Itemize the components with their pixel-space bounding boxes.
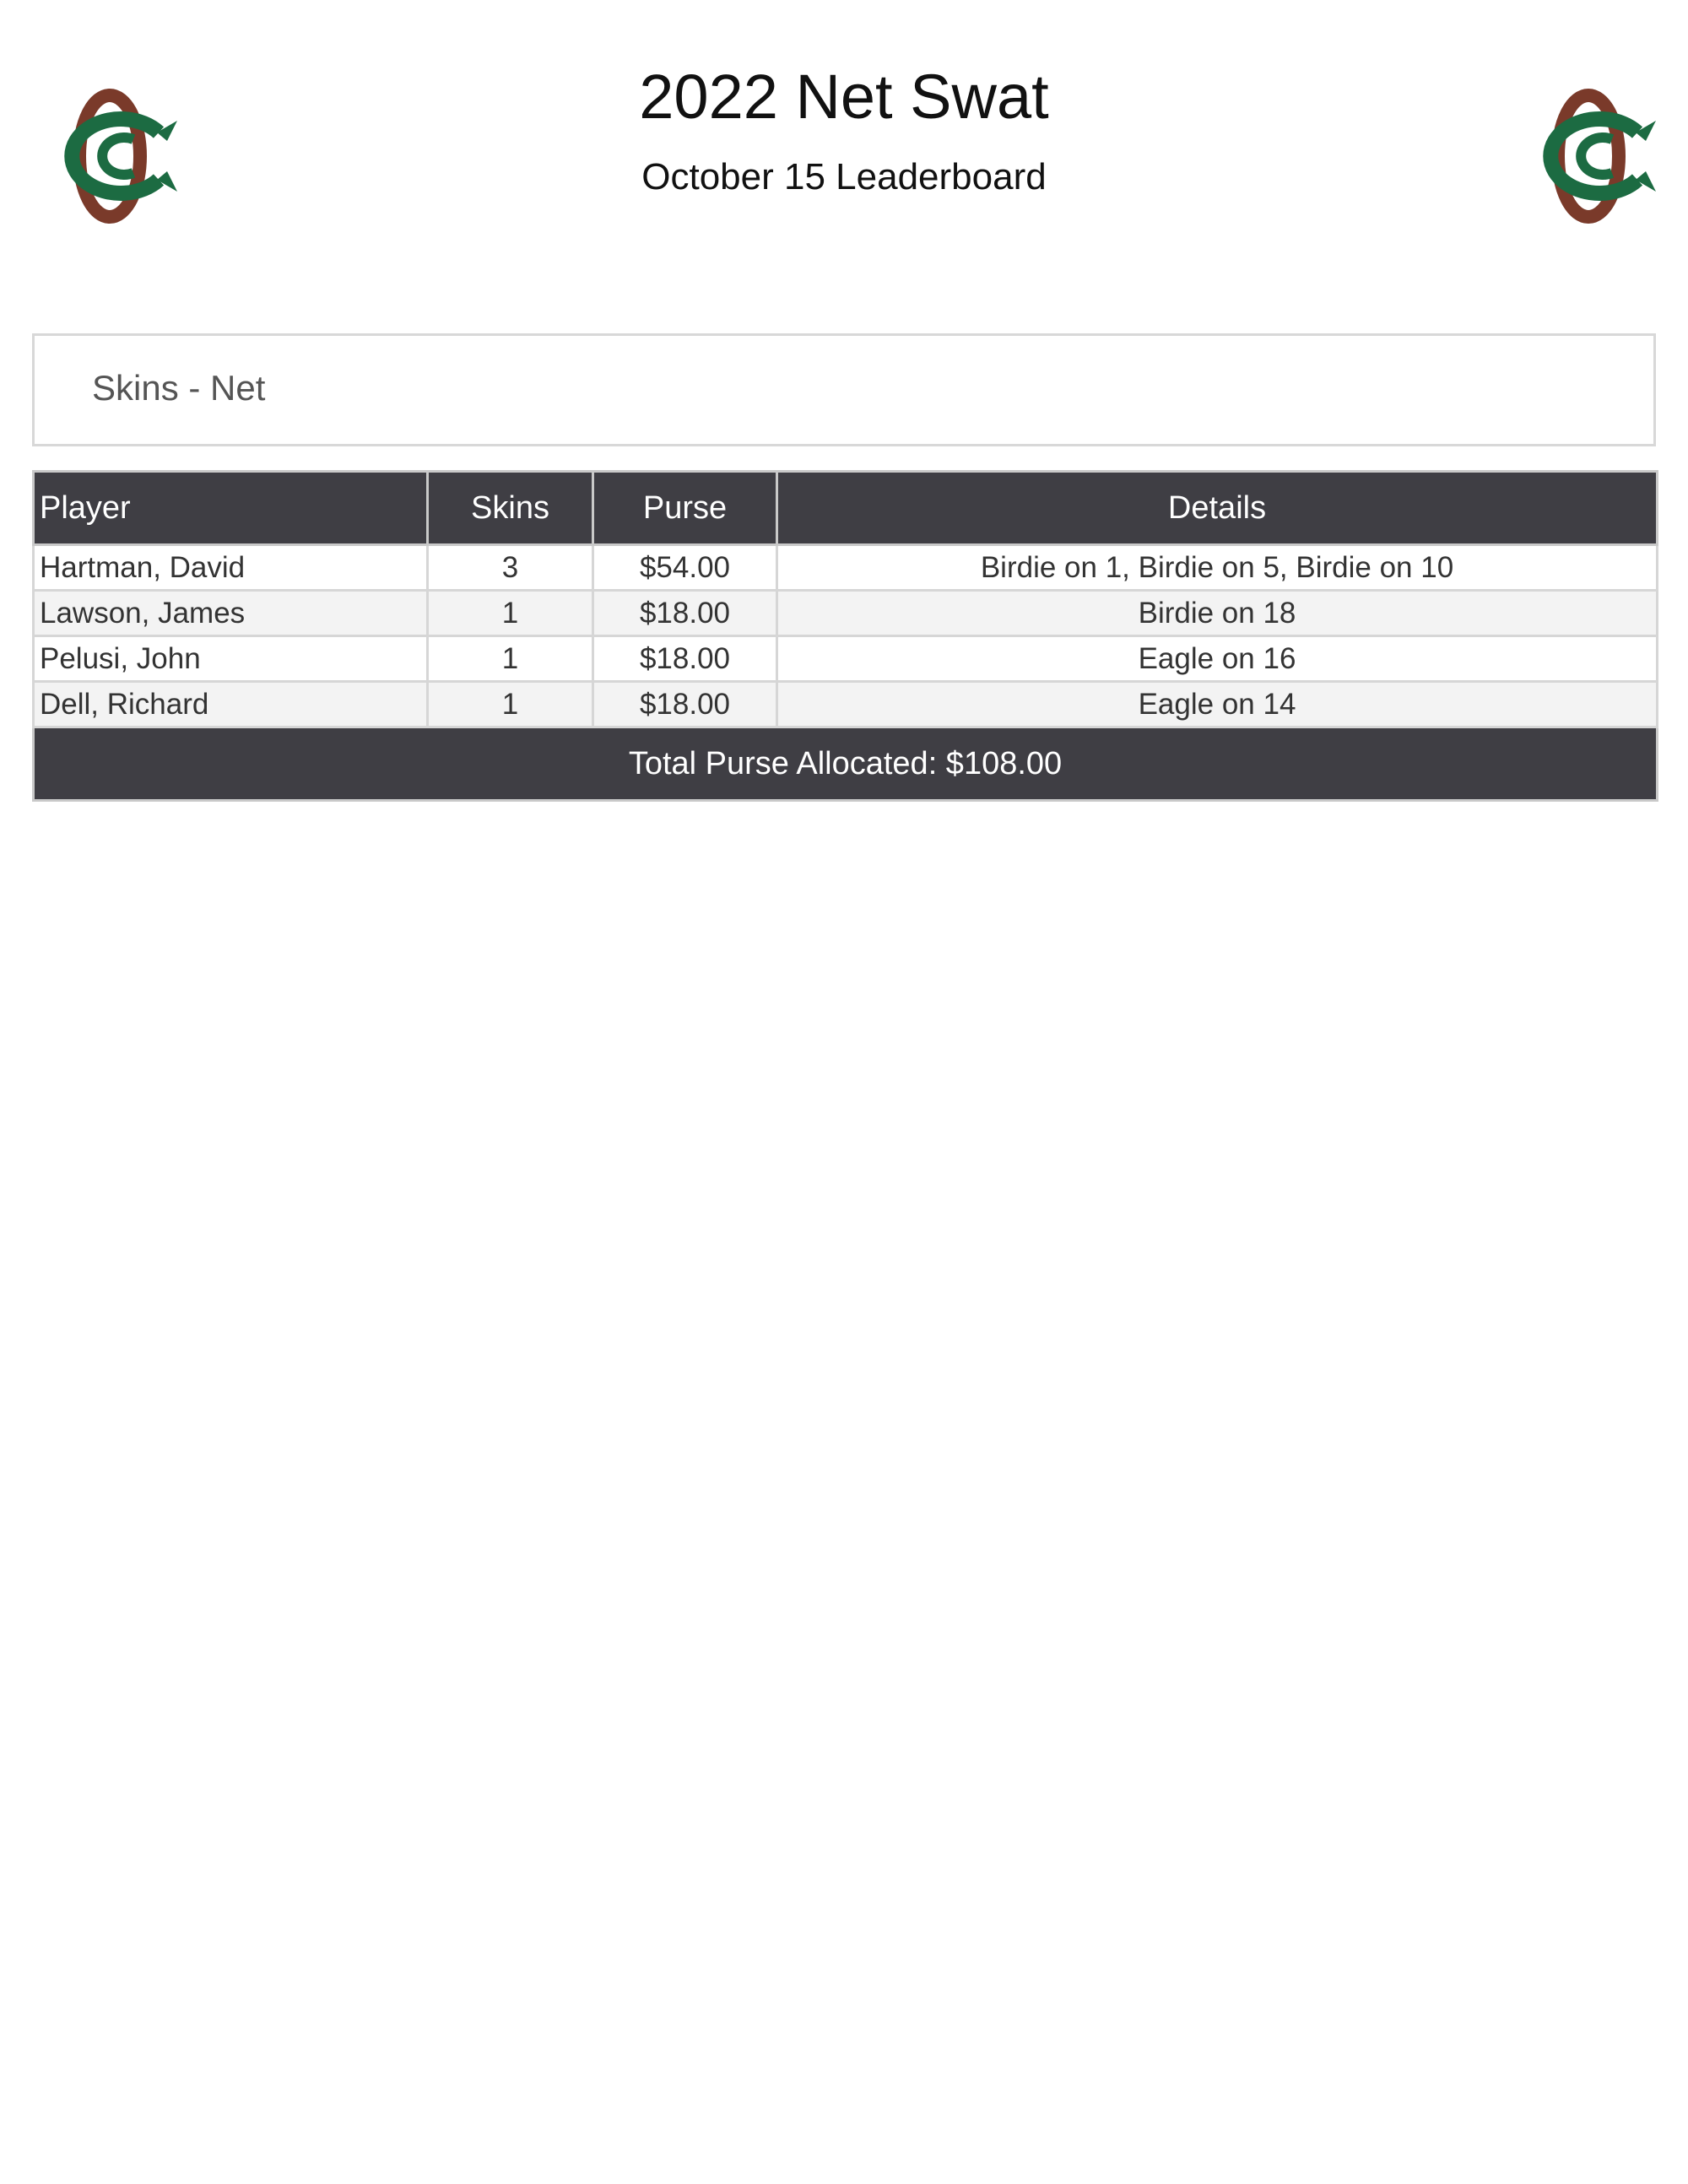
page-title: 2022 Net Swat <box>639 62 1049 132</box>
purse-amount: $54.00 <box>593 545 777 591</box>
table-header-row <box>34 472 1658 545</box>
page-subtitle: October 15 Leaderboard <box>641 156 1047 197</box>
skin-details: Eagle on 16 <box>777 636 1658 682</box>
table-row <box>34 636 1658 682</box>
skins-count: 3 <box>428 545 593 591</box>
column-header-purse: Purse <box>593 472 777 545</box>
column-header-player: Player <box>34 472 428 545</box>
player-name: Pelusi, John <box>34 636 428 682</box>
player-name: Hartman, David <box>34 545 428 591</box>
section-title: Skins - Net <box>92 368 266 408</box>
table-row <box>34 682 1658 727</box>
player-name: Lawson, James <box>34 591 428 636</box>
skin-details: Birdie on 1, Birdie on 5, Birdie on 10 <box>777 545 1658 591</box>
table-row <box>34 545 1658 591</box>
purse-amount: $18.00 <box>593 636 777 682</box>
total-purse: Total Purse Allocated: $108.00 <box>34 727 1658 801</box>
skins-table <box>32 470 1658 802</box>
skin-details: Eagle on 14 <box>777 682 1658 727</box>
skins-count: 1 <box>428 591 593 636</box>
table-total-row <box>34 727 1658 801</box>
skins-count: 1 <box>428 682 593 727</box>
column-header-details: Details <box>777 472 1658 545</box>
table-row <box>34 591 1658 636</box>
purse-amount: $18.00 <box>593 682 777 727</box>
page-header <box>0 59 1688 201</box>
skins-count: 1 <box>428 636 593 682</box>
section-header <box>32 333 1656 446</box>
purse-amount: $18.00 <box>593 591 777 636</box>
player-name: Dell, Richard <box>34 682 428 727</box>
column-header-skins: Skins <box>428 472 593 545</box>
skin-details: Birdie on 18 <box>777 591 1658 636</box>
